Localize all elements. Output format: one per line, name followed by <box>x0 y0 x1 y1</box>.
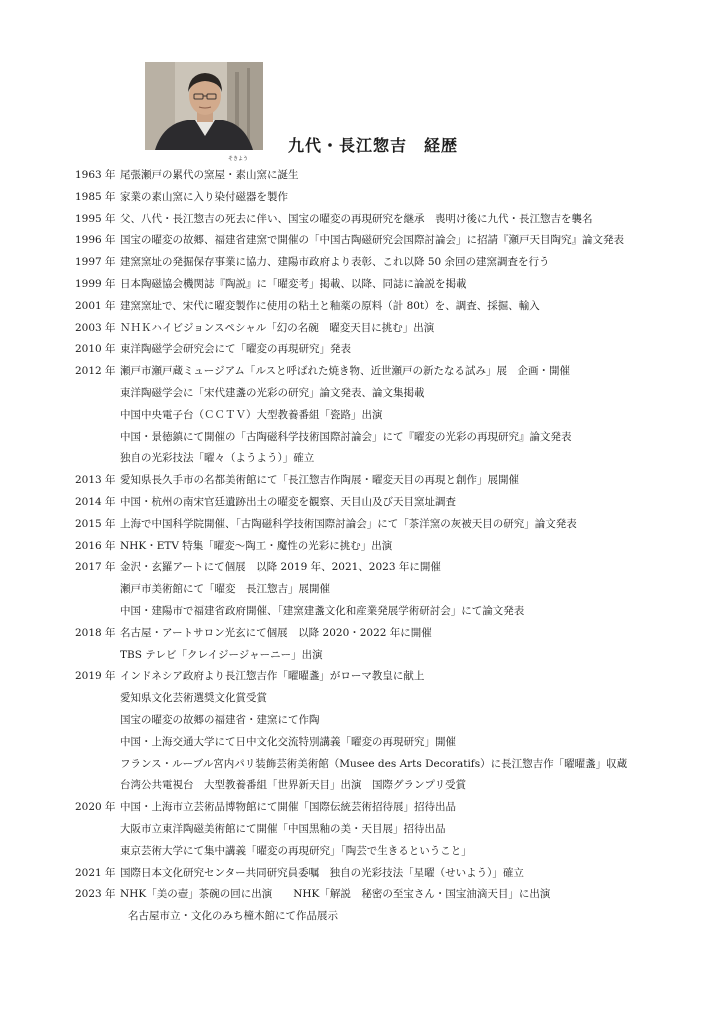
entry-text: 金沢・玄羅アートにて個展 以降 2019 年、2021、2023 年に開催 <box>120 561 441 574</box>
entry-text: 中国中央電子台（ＣＣＴＶ）大型教養番組「瓷路」出演 <box>120 408 383 421</box>
entry-text: ＮＨＫハイビジョンスペシャル「幻の名碗 曜変天目に挑む」出演 <box>120 321 435 334</box>
career-entry <box>0 470 724 492</box>
entry-text: 愛知県文化芸術選奨文化賞受賞 <box>120 692 267 705</box>
career-entry <box>0 710 724 732</box>
entry-text: 建窯窯址で、宋代に曜変製作に使用の粘土と釉薬の原料（計 80t）を、調査、採掘、輸入 <box>120 299 540 312</box>
career-entry <box>0 318 724 340</box>
career-entry <box>0 601 724 623</box>
entry-text: 国宝の曜変の故郷、福建省建窯で開催の「中国古陶磁研究会国際討論会」に招請『瀬戸天目陶究』論文発表 <box>120 234 624 247</box>
entry-text: NHK・ETV 特集「曜変～陶工・魔性の光彩に挑む」出演 <box>120 539 393 552</box>
entry-text: TBS テレビ「クレイジージャーニー」出演 <box>120 648 323 661</box>
entry-text: 独自の光彩技法「曜々（ようよう）」確立 <box>120 452 315 465</box>
career-list <box>0 156 724 928</box>
entry-year: 1995 年 <box>75 212 116 225</box>
entry-text: 家業の素山窯に入り染付磁器を製作 <box>120 190 288 203</box>
entry-year: 1963 年 <box>75 169 116 181</box>
career-entry <box>0 775 724 797</box>
career-entry <box>0 156 724 187</box>
career-entry <box>0 797 724 819</box>
entry-year: 1999 年 <box>75 277 116 290</box>
entry-text: 東京芸術大学にて集中講義「曜変の再現研究」「陶芸で生きるということ」 <box>120 844 472 857</box>
entry-text: 瀬戸市瀬戸蔵ミュージアム「ルスと呼ばれた焼き物、近世瀬戸の新たなる試み」展 企画・開催 <box>120 365 571 378</box>
career-entry <box>0 623 724 645</box>
entry-year: 2013 年 <box>75 474 116 487</box>
entry-year: 2016 年 <box>75 539 116 552</box>
career-entry <box>0 274 724 296</box>
entry-text: 中国・景徳鎮にて開催の「古陶磁科学技術国際討論会」にて『曜変の光彩の再現研究』論文発表 <box>120 430 572 443</box>
entry-text: フランス・ルーブル宮内パリ装飾芸術美術館（Musee des Arts Decoratifs）に長江惣吉作「曜曜盞」収蔵 <box>120 757 628 770</box>
career-entry <box>0 754 724 776</box>
entry-text: 建窯窯址の発掘保存事業に協力、建陽市政府より表彰、これ以降 50 余回の建窯調査を行う <box>120 256 550 269</box>
career-entry <box>0 296 724 318</box>
entry-year: 2012 年 <box>75 365 116 378</box>
portrait-illustration <box>145 62 263 150</box>
career-entry <box>0 361 724 383</box>
entry-text: 中国・上海交通大学にて日中文化交流特別講義「曜変の再現研究」開催 <box>120 735 456 748</box>
career-entry <box>0 427 724 449</box>
entry-text: 東洋陶磁学会に「宋代建盞の光彩の研究」論文発表、論文集掲載 <box>120 386 425 399</box>
career-entry <box>0 884 724 906</box>
page-title: 九代・長江惣吉 経歴 <box>288 136 459 155</box>
entry-text: 台湾公共電視台 大型教養番組「世界新天目」出演 国際グランプリ受賞 <box>120 779 467 792</box>
career-entry <box>0 339 724 361</box>
entry-year: 1985 年 <box>75 190 116 203</box>
entry-year: 2021 年 <box>75 866 116 879</box>
entry-year: 2018 年 <box>75 626 116 639</box>
entry-text: 父、八代・長江惣吉の死去に伴い、国宝の曜変の再現研究を継承 喪明け後に九代・長江惣吉を襲名 <box>120 212 593 225</box>
entry-year: 2020 年 <box>75 801 116 814</box>
entry-text: 愛知県長久手市の名都美術館にて「長江惣吉作陶展・曜変天目の再現と創作」展開催 <box>120 474 519 487</box>
entry-year: 2003 年 <box>75 321 116 334</box>
entry-text: 中国・杭州の南宋官廷遺跡出土の曜変を観察、天目山及び天目窯址調査 <box>120 495 456 508</box>
entry-year: 2017 年 <box>75 561 116 574</box>
entry-text: 瀬戸市美術館にて「曜変 長江惣吉」展開催 <box>120 583 330 596</box>
entry-year: 1996 年 <box>75 234 116 247</box>
career-entry <box>0 209 724 231</box>
career-entry <box>0 536 724 558</box>
entry-text: 中国・建陽市で福建省政府開催、「建窯建盞文化和産業発展学術研討会」にて論文発表 <box>120 604 525 617</box>
entry-year: 2001 年 <box>75 299 116 312</box>
career-entry <box>0 448 724 470</box>
career-entry <box>0 514 724 536</box>
career-entry <box>0 492 724 514</box>
career-entry <box>0 383 724 405</box>
entry-text: 大阪市立東洋陶磁美術館にて開催「中国黒釉の美・天目展」招待出品 <box>120 822 446 835</box>
career-entry <box>0 688 724 710</box>
furigana-annotation: そきよう <box>228 156 249 162</box>
entry-year: 2014 年 <box>75 495 116 508</box>
portrait-photo <box>145 62 263 150</box>
entry-year: 1997 年 <box>75 256 116 269</box>
entry-year: 2019 年 <box>75 670 116 683</box>
entry-text: 上海で中国科学院開催、「古陶磁科学技術国際討論会」にて「茶洋窯の灰被天目の研究」論文発表 <box>120 517 577 530</box>
career-entry <box>0 732 724 754</box>
entry-text: 日本陶磁協会機関誌『陶説』に「曜変考」掲載、以降、同誌に論説を掲載 <box>120 277 467 290</box>
entry-text: 名古屋市立・文化のみち橦木館にて作品展示 <box>128 910 338 923</box>
career-entry <box>0 645 724 667</box>
career-entry <box>0 230 724 252</box>
career-entry <box>0 841 724 863</box>
career-entry <box>0 906 724 928</box>
career-entry <box>0 579 724 601</box>
career-entry <box>0 252 724 274</box>
entry-text: 名古屋・アートサロン光玄にて個展 以降 2020・2022 年に開催 <box>120 626 432 639</box>
entry-text: 国際日本文化研究センター共同研究員委嘱 独自の光彩技法「星曜（せいよう）」確立 <box>120 866 524 879</box>
career-entry <box>0 863 724 885</box>
entry-year: 2010 年 <box>75 343 116 356</box>
career-entry <box>0 557 724 579</box>
entry-year: 2023 年 <box>75 888 116 901</box>
career-entry <box>0 666 724 688</box>
career-entry <box>0 819 724 841</box>
entry-text: 東洋陶磁学会研究会にて「曜変の再現研究」発表 <box>120 343 351 356</box>
entry-text: 尾張瀬戸の累代の窯屋・素山窯に誕生 <box>120 169 299 181</box>
career-entry <box>0 405 724 427</box>
entry-text: インドネシア政府より長江惣吉作「曜曜盞」がローマ教皇に献上 <box>120 670 425 683</box>
career-entry <box>0 187 724 209</box>
entry-text: NHK「美の壺」茶碗の回に出演 NHK「解説 秘密の至宝さん・国宝油滴天目」に出演 <box>120 888 551 901</box>
entry-text: 中国・上海市立芸術品博物館にて開催「国際伝統芸術招待展」招待出品 <box>120 801 456 814</box>
entry-year: 2015 年 <box>75 517 116 530</box>
entry-text: 国宝の曜変の故郷の福建省・建窯にて作陶 <box>120 713 320 726</box>
